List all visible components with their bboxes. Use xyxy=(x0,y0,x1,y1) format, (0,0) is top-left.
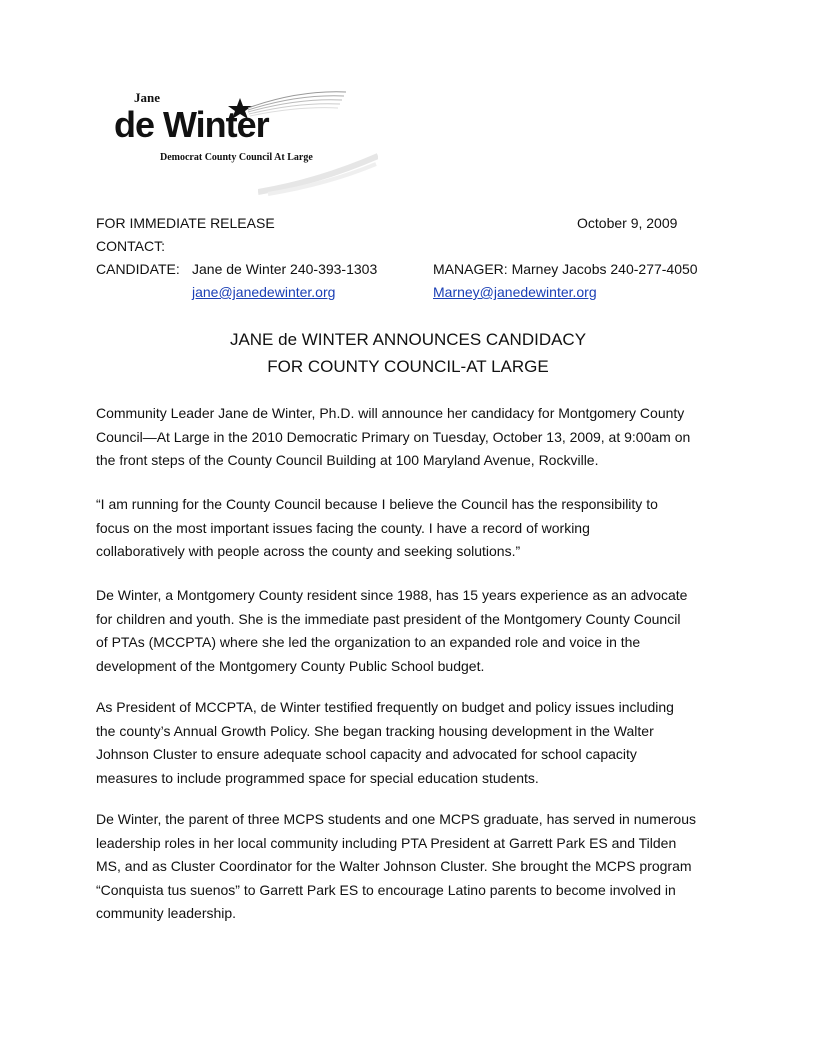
paragraph-line: De Winter, a Montgomery County resident since 1988, has 15 years experience as an advocate xyxy=(96,587,688,603)
paragraph-line: measures to include programmed space for special education students. xyxy=(96,769,539,786)
paragraph-line: the front steps of the County Council Building at 100 Maryland Avenue, Rockville. xyxy=(96,452,599,468)
paragraph-line: De Winter, the parent of three MCPS students and one MCPS graduate, has served in numerous xyxy=(96,811,696,827)
paragraph-line: collaboratively with people across the county and seeking solutions.” xyxy=(96,543,521,559)
candidate-label: CANDIDATE: xyxy=(96,261,180,277)
headline-line-2: FOR COUNTY COUNCIL-AT LARGE xyxy=(267,357,549,376)
paragraph-line: Council—At Large in the 2010 Democratic Primary on Tuesday, October 13, 2009, at 9:00am on xyxy=(96,428,691,445)
paragraph-announcement xyxy=(96,402,736,473)
paragraph-mccpta xyxy=(96,696,736,790)
manager-info: MANAGER: Marney Jacobs 240-277-4050 xyxy=(433,261,698,277)
logo-first-name: Jane xyxy=(134,90,160,105)
release-label: FOR IMMEDIATE RELEASE xyxy=(96,215,275,231)
manager-email-link[interactable]: Marney@janedewinter.org xyxy=(433,284,597,300)
paragraph-line: development of the Montgomery County Public School budget. xyxy=(96,657,485,674)
candidate-logo xyxy=(108,86,348,196)
candidate-info: Jane de Winter 240-393-1303 xyxy=(192,261,378,277)
paragraph-community xyxy=(96,808,736,926)
logo-last-name: de Winter xyxy=(114,104,269,145)
release-date: October 9, 2009 xyxy=(577,215,678,231)
paragraph-line: leadership roles in her local community including PTA President at Garrett Park ES and Tilden xyxy=(96,834,677,851)
logo-subtitle: Democrat County Council At Large xyxy=(160,152,313,163)
paragraph-line: focus on the most important issues facing the county. I have a record of working xyxy=(96,519,590,536)
paragraph-background xyxy=(96,584,736,678)
paragraph-line: Community Leader Jane de Winter, Ph.D. will announce her candidacy for Montgomery County xyxy=(96,405,685,421)
contact-label: CONTACT: xyxy=(96,238,165,254)
paragraph-line: As President of MCCPTA, de Winter testified frequently on budget and policy issues including xyxy=(96,699,674,715)
candidate-email-link[interactable]: jane@janedewinter.org xyxy=(192,284,336,300)
paragraph-line: for children and youth. She is the immediate past president of the Montgomery County Council xyxy=(96,610,681,627)
paragraph-line: the county’s Annual Growth Policy. She began tracking housing development in the Walter xyxy=(96,722,654,739)
paragraph-line: of PTAs (MCCPTA) where she led the organization to an expanded role and voice in the xyxy=(96,634,641,650)
paragraph-line: MS, and as Cluster Coordinator for the Walter Johnson Cluster. She brought the MCPS program xyxy=(96,858,692,874)
paragraph-quote xyxy=(96,493,736,564)
paragraph-line: community leadership. xyxy=(96,905,237,921)
paragraph-line: “I am running for the County Council because I believe the Council has the responsibility to xyxy=(96,496,658,512)
headline-line-1: JANE de WINTER ANNOUNCES CANDIDACY xyxy=(229,330,587,349)
paragraph-line: “Conquista tus suenos” to Garrett Park ES to encourage Latino parents to become involved in xyxy=(96,881,676,898)
paragraph-line: Johnson Cluster to ensure adequate school capacity and advocated for school capacity xyxy=(96,746,637,762)
